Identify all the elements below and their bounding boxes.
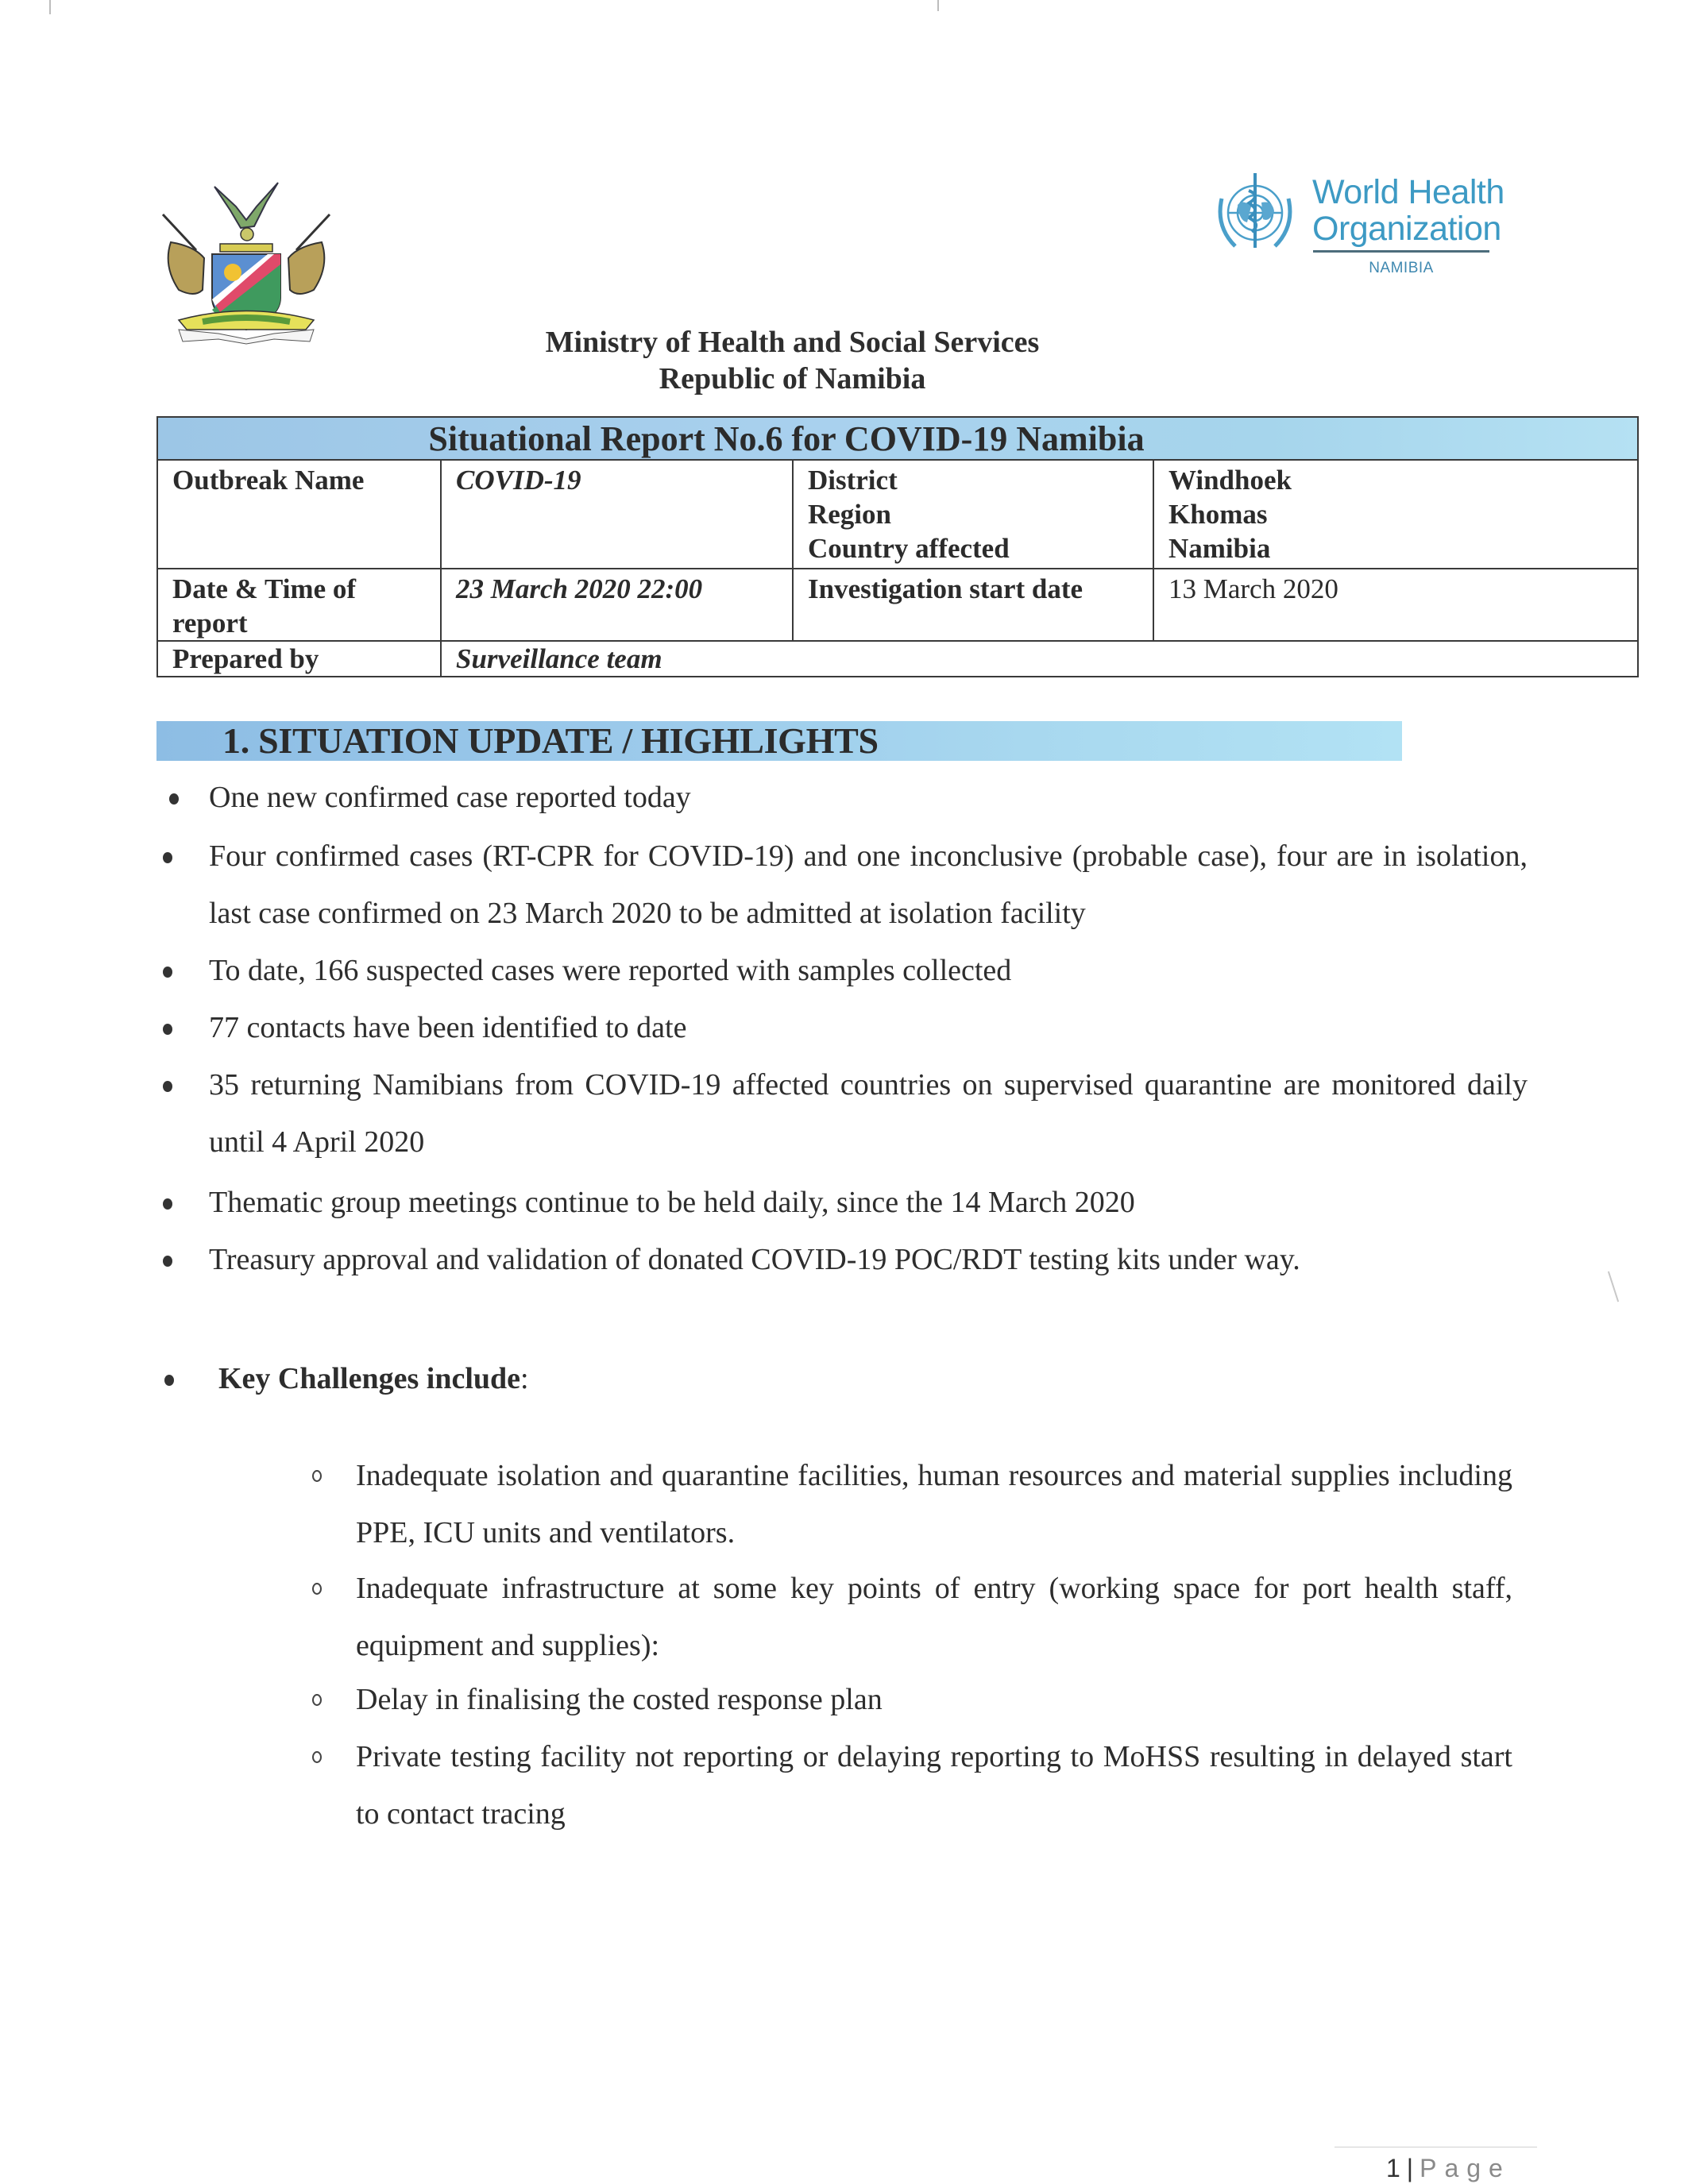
location-values [1153,460,1638,569]
page-number [1386,2152,1511,2184]
region-label: Region [808,499,891,530]
report-datetime-label: Date & Time of report [157,569,441,641]
hollow-bullet-icon [312,1751,322,1763]
country-value: Namibia [1168,533,1271,564]
list-item: To date, 166 suspected cases were reported with samples collected [209,942,1528,999]
bullet-icon [164,1375,174,1386]
page-number-value: 1 [1386,2154,1400,2182]
table-row [157,460,1638,569]
list-item: One new confirmed case reported today [209,769,1528,826]
hollow-bullet-icon [312,1694,322,1706]
scan-edge-mark [1608,1271,1619,1302]
challenge-item: Inadequate isolation and quarantine facilities, human resources and material supplies including PPE, ICU units and ventilators. [356,1447,1512,1561]
report-datetime-value: 23 March 2020 22:00 [441,569,793,641]
challenge-item: Private testing facility not reporting or delaying reporting to MoHSS resulting in delayed start to contact tracing [356,1728,1512,1843]
list-item: Thematic group meetings continue to be held daily, since the 14 March 2020 [209,1174,1528,1231]
key-challenges-heading: Key Challenges include: [218,1350,529,1407]
country-label: Country affected [808,533,1010,564]
challenge-item: Inadequate infrastructure at some key points of entry (working space for port health staff, equipment and supplies): [356,1560,1512,1674]
scan-edge-mark [49,0,51,14]
bullet-icon [163,967,172,978]
bullet-icon [163,1081,172,1092]
outbreak-name-label: Outbreak Name [157,460,441,569]
list-item: 77 contacts have been identified to date [209,999,1528,1056]
page-separator: | [1406,2154,1414,2182]
who-line2: Organization [1312,210,1501,248]
scan-edge-mark [937,0,939,11]
list-item: 35 returning Namibians from COVID-19 affected countries on supervised quarantine are monitored daily until 4 April 2020 [209,1056,1528,1171]
investigation-start-label: Investigation start date [793,569,1153,641]
who-divider [1313,250,1489,253]
ministry-heading [0,324,1688,397]
list-item: Treasury approval and validation of donated COVID-19 POC/RDT testing kits under way. [209,1231,1528,1288]
bullet-icon [169,793,179,805]
bullet-icon [163,1024,172,1035]
republic-name: Republic of Namibia [659,362,926,396]
page-label: Page [1420,2154,1511,2182]
bullet-icon [163,1256,172,1267]
investigation-start-value: 13 March 2020 [1153,569,1638,641]
bullet-icon [163,852,172,863]
who-country: NAMIBIA [1369,260,1434,276]
list-item: Four confirmed cases (RT-CPR for COVID-19) and one inconclusive (probable case), four are in isolation, last case confirmed on 23 March 2020 to be admitted at isolation facility [209,828,1528,942]
prepared-by-label: Prepared by [157,641,441,677]
report-title: Situational Report No.6 for COVID-19 Namibia [157,417,1638,460]
prepared-by-value: Surveillance team [441,641,1638,677]
who-emblem-icon [1207,167,1303,262]
ministry-name: Ministry of Health and Social Services [545,326,1040,359]
outbreak-name-value: COVID-19 [441,460,793,569]
report-info-table [156,416,1639,677]
namibia-coat-of-arms-icon [147,171,346,345]
location-labels [793,460,1153,569]
region-value: Khomas [1168,499,1268,530]
who-logo [1199,163,1517,290]
hollow-bullet-icon [312,1470,322,1482]
hollow-bullet-icon [312,1583,322,1595]
challenge-item: Delay in finalising the costed response plan [356,1671,1512,1728]
table-row [157,569,1638,641]
who-line1: World Health [1312,173,1505,211]
table-row [157,641,1638,677]
bullet-icon [163,1198,172,1210]
section-heading: 1. SITUATION UPDATE / HIGHLIGHTS [222,720,879,761]
district-label: District [808,465,898,496]
district-value: Windhoek [1168,465,1292,496]
